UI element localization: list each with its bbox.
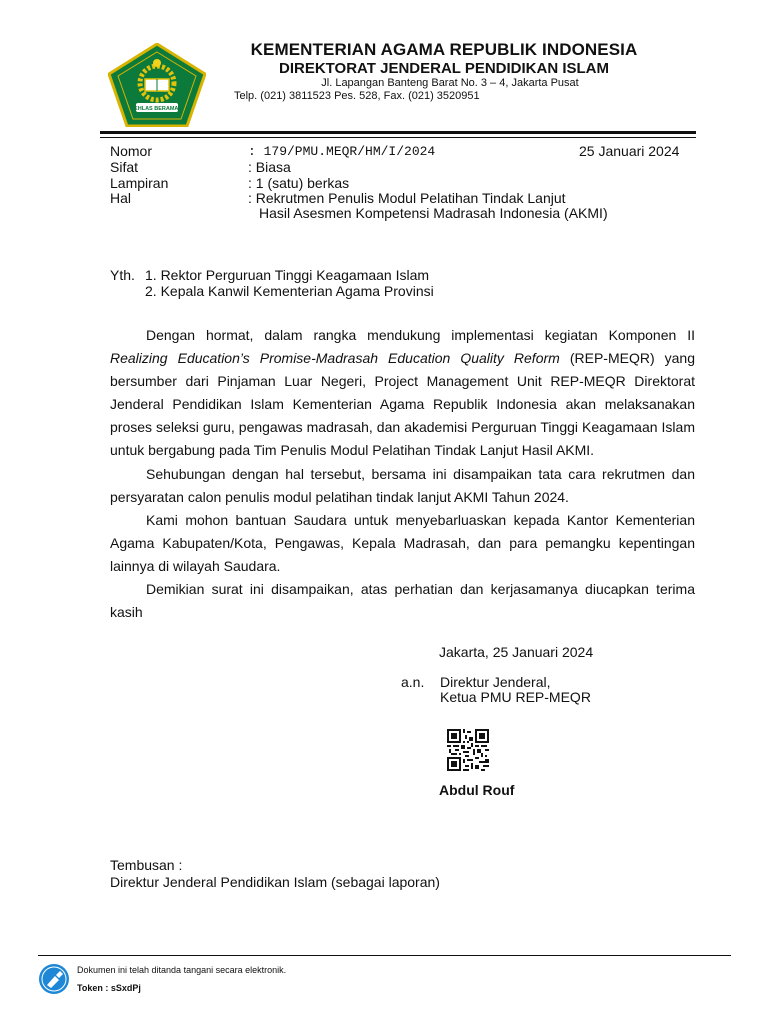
- meta-value-sifat: : Biasa: [248, 159, 291, 175]
- p1-intro: Dengan hormat, dalam rangka mendukung implementasi kegiatan Komponen II: [146, 327, 695, 343]
- letterhead-rule-thick: [100, 131, 696, 134]
- signature-qr-code: [447, 729, 489, 771]
- body-paragraph-4: [110, 578, 695, 624]
- p1-rest: (REP-MEQR) yang bersumber dari Pinjaman Luar Negeri, Project Management Unit REP-MEQR Direktorat Jenderal Pendidikan Islam Kementerian Agama Republik Indonesia akan melaksanakan proses seleksi guru, pengawas madrasah, dan akademisi Perguruan Tinggi Keagamaan Islam untuk bergabung pada Tim Penulis Modul Pelatihan Tindak Lanjut Hasil AKMI.: [110, 350, 695, 458]
- meta-value-hal-line2: Hasil Asesmen Kompetensi Madrasah Indonesia (AKMI): [259, 205, 608, 221]
- logo-motto: IKHLAS BERAMAL: [132, 106, 182, 112]
- meta-value-lampiran: : 1 (satu) berkas: [248, 175, 350, 191]
- footer-token: Token : sSxdPj: [77, 983, 141, 993]
- letterhead-address: Jl. Lapangan Banteng Barat No. 3 – 4, Jakarta Pusat: [321, 77, 579, 89]
- meta-label-hal: Hal: [110, 190, 132, 206]
- meta-label-lampiran: Lampiran: [110, 175, 169, 191]
- cc-label: Tembusan :: [110, 857, 183, 873]
- ministry-logo: [108, 43, 206, 127]
- e-signature-badge-icon: [38, 963, 70, 995]
- footer-rule: [38, 955, 731, 956]
- signer-name: Abdul Rouf: [439, 782, 515, 798]
- directorate-name: DIREKTORAT JENDERAL PENDIDIKAN ISLAM: [278, 60, 610, 77]
- letter-date: 25 Januari 2024: [579, 143, 680, 159]
- p2-text: Sehubungan dengan hal tersebut, bersama ini disampaikan tata cara rekrutmen dan persyaratan calon penulis modul pelatihan tindak lanjut AKMI Tahun 2024.: [110, 466, 695, 505]
- body-paragraph-2: [110, 463, 695, 509]
- signature-an: a.n.: [401, 674, 425, 690]
- p1-program-name: Realizing Education’s Promise-Madrasah Education Quality Reform: [110, 350, 560, 366]
- cc-item: Direktur Jenderal Pendidikan Islam (sebagai laporan): [110, 874, 440, 890]
- p4-text: Demikian surat ini disampaikan, atas perhatian dan kerjasamanya diucapkan terima kasih: [110, 581, 695, 620]
- signature-title-2: Ketua PMU REP-MEQR: [440, 689, 591, 705]
- letterhead-phone: Telp. (021) 3811523 Pes. 528, Fax. (021) 3520951: [234, 90, 480, 102]
- footer-esign-note: Dokumen ini telah ditanda tangani secara elektronik.: [77, 965, 287, 975]
- meta-value-hal: : Rekrutmen Penulis Modul Pelatihan Tindak Lanjut: [248, 190, 566, 206]
- addressee-prefix: Yth.: [110, 267, 135, 283]
- addressee-line-1: 1. Rektor Perguruan Tinggi Keagamaan Islam: [145, 267, 430, 283]
- p3-text: Kami mohon bantuan Saudara untuk menyebarluaskan kepada Kantor Kementerian Agama Kabupaten/Kota, Pengawas, Kepala Madrasah, dan para pemangku kepentingan lainnya di wilayah Saudara.: [110, 512, 695, 574]
- body-paragraph-3: [110, 509, 695, 578]
- meta-label-nomor: Nomor: [110, 143, 153, 159]
- meta-label-sifat: Sifat: [110, 159, 139, 175]
- ministry-name: KEMENTERIAN AGAMA REPUBLIK INDONESIA: [250, 40, 638, 59]
- addressee-line-2: 2. Kepala Kanwil Kementerian Agama Provinsi: [145, 283, 434, 299]
- meta-value-nomor: : 179/PMU.MEQR/HM/I/2024: [248, 144, 436, 159]
- signature-place-date: Jakarta, 25 Januari 2024: [439, 644, 594, 660]
- body-paragraph-1: [110, 324, 695, 462]
- letterhead-rule-thin: [100, 137, 696, 138]
- signature-title-1: Direktur Jenderal,: [440, 674, 551, 690]
